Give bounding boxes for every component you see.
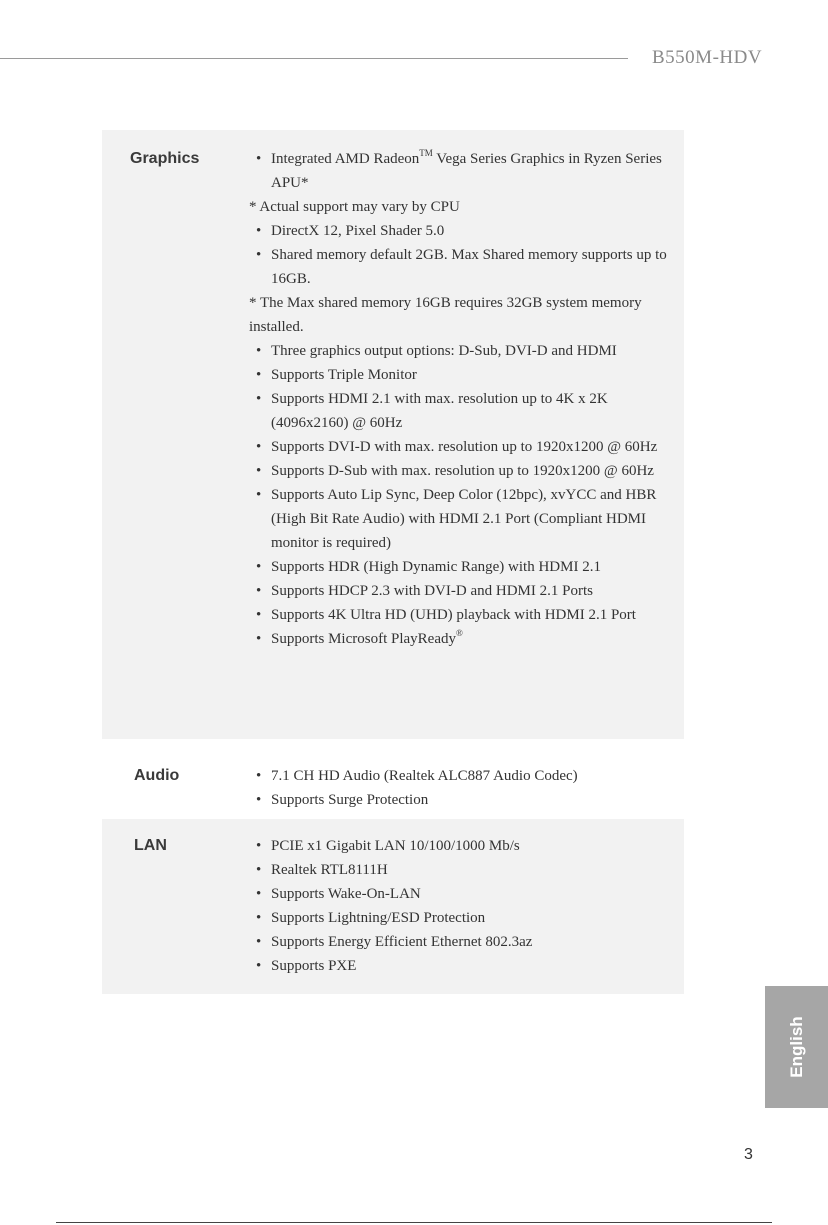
spec-row-graphics — [102, 130, 684, 739]
spec-content-lan — [249, 834, 679, 978]
spec-bullet-item: • PCIE x1 Gigabit LAN 10/100/1000 Mb/s — [249, 834, 679, 858]
spec-note: * Actual support may vary by CPU — [249, 199, 460, 215]
spec-row-audio — [102, 739, 684, 819]
spec-bullet-item: • Supports Energy Efficient Ethernet 802.3az — [249, 930, 679, 954]
spec-label-graphics: Graphics — [130, 150, 200, 167]
spec-bullet-item: • Supports HDCP 2.3 with DVI-D and HDMI 2.1 Ports — [249, 579, 679, 603]
spec-row-lan — [102, 819, 684, 994]
spec-bullet-item: • DirectX 12, Pixel Shader 5.0 — [249, 219, 679, 243]
language-tab — [765, 986, 828, 1108]
spec-table — [102, 130, 684, 994]
spec-bullet-item: • Supports Triple Monitor — [249, 363, 679, 387]
superscript-mark: TM — [419, 148, 433, 158]
spec-label-lan: LAN — [134, 837, 167, 854]
spec-bullet-item: • 7.1 CH HD Audio (Realtek ALC887 Audio Codec) — [249, 764, 679, 788]
spec-bullet-item: • Three graphics output options: D-Sub, DVI-D and HDMI — [249, 339, 679, 363]
superscript-mark: ® — [456, 628, 463, 638]
spec-label-audio: Audio — [134, 767, 180, 784]
page-number: 3 — [744, 1146, 753, 1163]
spec-content-audio — [249, 764, 679, 812]
spec-bullet-item: • Supports HDR (High Dynamic Range) with HDMI 2.1 — [249, 555, 679, 579]
spec-bullet-item: • Supports 4K Ultra HD (UHD) playback with HDMI 2.1 Port — [249, 603, 679, 627]
spec-bullet-item: • Supports Wake-On-LAN — [249, 882, 679, 906]
spec-bullet-item: • Shared memory default 2GB. Max Shared memory supports up to 16GB. — [249, 243, 679, 291]
spec-bullet-item: • Supports Auto Lip Sync, Deep Color (12bpc), xvYCC and HBR (High Bit Rate Audio) with HDMI 2.1 Port (Compliant HDMI monitor is required) — [249, 483, 679, 555]
spec-bullet-item: • Supports Surge Protection — [249, 788, 679, 812]
spec-bullet-item: • Supports Lightning/ESD Protection — [249, 906, 679, 930]
spec-note: * The Max shared memory 16GB requires 32GB system memory installed. — [249, 295, 642, 335]
spec-bullet-item: • Supports PXE — [249, 954, 679, 978]
spec-bullet-item: • Supports DVI-D with max. resolution up to 1920x1200 @ 60Hz — [249, 435, 679, 459]
model-name: B550M-HDV — [652, 47, 763, 68]
spec-bullet-item: • Supports HDMI 2.1 with max. resolution up to 4K x 2K (4096x2160) @ 60Hz — [249, 387, 679, 435]
spec-bullet-item: • Supports Microsoft PlayReady® — [249, 627, 679, 651]
spec-bullet-item: • Integrated AMD Radeon™ Vega Series Graphics in Ryzen Series APU* — [249, 147, 679, 195]
header-rule — [0, 58, 628, 59]
footer-rule — [56, 1222, 772, 1223]
spec-bullet-item: • Supports D-Sub with max. resolution up to 1920x1200 @ 60Hz — [249, 459, 679, 483]
spec-bullet-item: • Realtek RTL8111H — [249, 858, 679, 882]
spec-content-graphics — [249, 147, 679, 651]
language-tab-label: English — [786, 1016, 806, 1078]
